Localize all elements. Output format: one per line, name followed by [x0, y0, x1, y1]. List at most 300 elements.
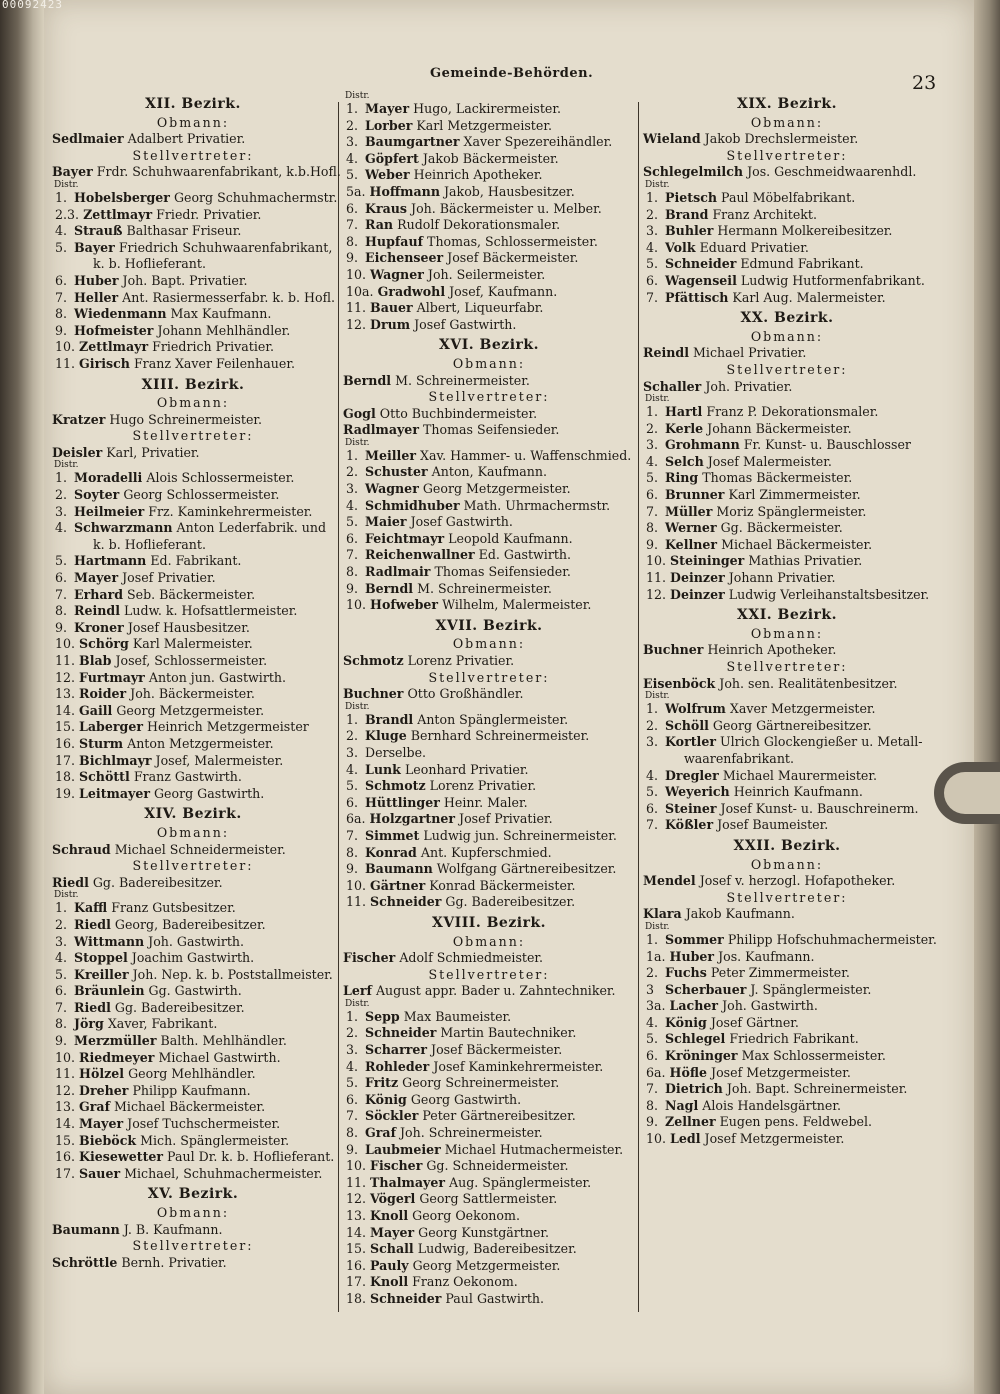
entry-number: 9. — [346, 1141, 359, 1157]
person-name: Sturm — [79, 735, 124, 751]
entry-number: 1. — [346, 447, 359, 463]
district-entry — [52, 306, 334, 323]
district-section — [643, 96, 931, 306]
stellvertreter-label: Stellvertreter: — [428, 389, 550, 405]
entry-number: 13. — [55, 686, 76, 702]
district-entry — [343, 448, 635, 465]
person-name: Kerle — [665, 420, 704, 436]
person-detail: Gg. Badereibesitzer. — [114, 999, 245, 1015]
person-detail: Josef, Malermeister. — [155, 752, 284, 768]
entry-number: 5. — [346, 778, 359, 794]
district-section — [343, 915, 635, 1308]
district-entry — [343, 1274, 635, 1291]
person-detail: Ludwig, Badereibesitzer. — [417, 1241, 577, 1257]
district-entry — [52, 553, 334, 570]
person-detail: Balthasar Friseur. — [126, 223, 242, 239]
person-name: Furtmayr — [79, 669, 145, 685]
entry-number: 9. — [346, 580, 359, 596]
district-entry — [343, 1125, 635, 1142]
entry-number: 10. — [346, 877, 367, 893]
district-entry — [52, 983, 334, 1000]
district-entry — [643, 1048, 931, 1065]
entry-number: 1a. — [646, 948, 666, 964]
person-detail: k. b. Hoflieferant. — [93, 256, 206, 272]
scan-id: 00092423 — [2, 0, 63, 11]
district-entry — [52, 736, 334, 753]
entry-number: 4. — [55, 520, 68, 536]
entry-number: 5. — [346, 1075, 359, 1091]
obmann-entry — [343, 653, 635, 670]
district-entry — [52, 719, 334, 736]
entry-number: 15. — [55, 1132, 76, 1148]
entry-number: 5. — [55, 553, 68, 569]
entry-number: 10. — [55, 636, 76, 652]
district-entry — [343, 481, 635, 498]
stellvertreter-label: Stellvertreter: — [132, 428, 254, 444]
entry-number: 1. — [346, 101, 359, 116]
person-detail: J. B. Kaufmann. — [123, 1221, 223, 1237]
entry-number: 10. — [646, 1131, 667, 1147]
district-entry — [643, 965, 931, 982]
person-name: Scherbauer — [665, 981, 747, 997]
entry-number: 11. — [646, 570, 667, 586]
district-entry — [52, 470, 334, 487]
person-name: Schneider — [665, 256, 737, 272]
district-entry — [52, 339, 334, 356]
column-2 — [343, 92, 635, 1308]
person-name: Holzgartner — [369, 811, 456, 827]
district-entry — [52, 570, 334, 587]
stellvertreter-label: Stellvertreter: — [132, 147, 254, 163]
district-entry — [643, 256, 931, 273]
district-entry — [343, 745, 635, 762]
person-detail: Georg Gastwirth. — [153, 785, 265, 801]
person-detail: Friedrich Fabrikant. — [729, 1031, 859, 1047]
person-name: Sommer — [665, 931, 724, 947]
person-name: Huber — [669, 948, 715, 964]
district-entry — [643, 273, 931, 290]
person-detail: Max Baumeister. — [403, 1008, 512, 1024]
entry-number: 2. — [55, 487, 68, 503]
person-detail: Martin Bautechniker. — [440, 1025, 577, 1041]
person-detail: Josef Kunst- u. Bauschreinerm. — [720, 800, 919, 816]
person-detail: Josef Malermeister. — [707, 453, 832, 469]
person-detail: Josef, Schlossermeister. — [115, 653, 268, 668]
person-name: Grohmann — [665, 437, 740, 453]
person-detail: Heinrich Kaufmann. — [733, 784, 863, 800]
entry-number: 7. — [646, 503, 659, 519]
district-entry — [343, 250, 635, 267]
person-detail: Xav. Hammer- u. Waffenschmied. — [419, 447, 632, 463]
person-name: Schmotz — [365, 778, 426, 794]
column-3 — [643, 92, 937, 1148]
person-detail: Jakob Kaufmann. — [685, 906, 795, 922]
entry-number: 18. — [346, 1290, 367, 1306]
person-detail: Ant. Rasiermesserfabr. k. b. Hofl. — [122, 289, 336, 305]
district-entry — [343, 762, 635, 779]
district-entry — [343, 531, 635, 548]
person-name: Baumann — [52, 1221, 120, 1237]
entry-number: 12. — [646, 586, 667, 602]
person-detail: Gg. Badereibesitzer. — [92, 874, 223, 890]
person-detail: Frz. Kaminkehrermeister. — [148, 503, 313, 519]
person-name: Volk — [665, 239, 696, 255]
distr-label: Distr. — [345, 91, 370, 101]
person-name: Nagl — [665, 1097, 699, 1113]
person-detail: Josef Kaminkehrermeister. — [433, 1058, 604, 1074]
stellvertreter-entry — [643, 906, 931, 923]
person-name: Riedl — [74, 999, 111, 1015]
obmann-entry — [52, 842, 334, 859]
entry-number: 6. — [346, 1091, 359, 1107]
entry-number: 7. — [55, 586, 68, 602]
entry-number: 8. — [646, 1097, 659, 1113]
person-detail: Peter Gärtnereibesitzer. — [422, 1108, 576, 1124]
district-entry — [343, 300, 635, 317]
person-name: Mayer — [365, 101, 410, 116]
person-name: Brandl — [365, 711, 414, 727]
person-detail: Johann Mehlhändler. — [157, 322, 291, 338]
stellvertreter-entry — [643, 164, 931, 181]
person-detail: Hermann Molkereibesitzer. — [717, 223, 893, 239]
district-entry — [52, 636, 334, 653]
entry-number: 11. — [346, 300, 367, 316]
district-section — [52, 377, 334, 803]
person-detail: Michael Privatier. — [693, 345, 807, 361]
distr-label: Distr. — [54, 890, 79, 901]
person-name: Pauly — [370, 1257, 409, 1273]
district-title: XV. Bezirk. — [147, 1186, 239, 1203]
person-name: Radlmayer — [343, 422, 419, 438]
person-name: Wiedenmann — [74, 306, 167, 322]
person-name: Bayer — [52, 164, 93, 180]
person-name: Kraus — [365, 200, 408, 216]
person-name: Buhler — [665, 223, 714, 239]
district-entry — [343, 728, 635, 745]
person-detail: Josef Bäckermeister. — [447, 250, 579, 266]
entry-number: 10. — [346, 597, 367, 613]
person-detail: Adolf Schmiedmeister. — [399, 950, 544, 966]
person-detail: Albert, Liqueurfabr. — [416, 300, 544, 316]
person-name: Schröttle — [52, 1254, 118, 1270]
district-entry — [643, 801, 931, 818]
person-name: Vögerl — [370, 1191, 416, 1207]
district-entry — [343, 284, 635, 301]
district-title: XVI. Bezirk. — [439, 337, 539, 354]
entry-number: 2. — [646, 420, 659, 436]
person-name: Maier — [365, 514, 407, 530]
person-detail: Joh. Gastwirth. — [722, 998, 818, 1014]
person-name: Moradelli — [74, 470, 143, 486]
district-entry — [343, 118, 635, 135]
entry-number: 11. — [55, 653, 76, 668]
person-name: Leitmayer — [79, 785, 150, 801]
person-detail: Josef Hausbesitzer. — [127, 619, 250, 635]
person-detail: Josef Baumeister. — [717, 817, 829, 833]
person-name: Eisenböck — [643, 675, 716, 691]
person-detail: Frdr. Schuhwaarenfabrikant, k.b.Hofl. — [96, 164, 341, 180]
entry-number: 7. — [346, 217, 359, 233]
district-entry — [343, 1291, 635, 1308]
entry-number: 10. — [55, 1049, 76, 1065]
person-name: König — [365, 1091, 407, 1107]
obmann-label: Obmann: — [452, 636, 526, 652]
district-entry — [52, 587, 334, 604]
person-name: Graf — [79, 1099, 111, 1115]
entry-number: 3. — [346, 481, 359, 497]
person-name: Huber — [74, 272, 119, 288]
entry-number: 13. — [55, 1099, 76, 1115]
district-entry — [643, 751, 931, 768]
entry-number: 9. — [646, 536, 659, 552]
stellvertreter-entry — [643, 676, 931, 693]
person-name: Heller — [74, 289, 119, 305]
district-entry — [643, 1081, 931, 1098]
entry-number: 7. — [346, 1108, 359, 1124]
person-detail: Joh. Bäckermeister. — [130, 686, 255, 702]
person-name: Gradwohl — [377, 283, 446, 299]
person-name: Weyerich — [665, 784, 730, 800]
district-entry — [643, 223, 931, 240]
person-detail: Xaver Spezereihändler. — [463, 134, 613, 150]
person-name: Berndl — [343, 372, 392, 388]
person-detail: Georg Gastwirth. — [410, 1091, 522, 1107]
entry-number: 5. — [646, 784, 659, 800]
district-entry — [52, 487, 334, 504]
entry-number: 5. — [646, 256, 659, 272]
district-entry — [643, 1065, 931, 1082]
person-name: Fischer — [343, 950, 396, 966]
person-name: Sauer — [79, 1165, 121, 1181]
district-section — [343, 618, 635, 911]
person-name: Schöll — [665, 717, 709, 733]
person-detail: Leopold Kaufmann. — [448, 530, 573, 546]
entry-number: 2. — [646, 717, 659, 733]
person-name: Hölzel — [79, 1066, 125, 1082]
person-detail: Jos. Geschmeidwaarenhdl. — [747, 164, 917, 180]
page-edge — [974, 0, 1000, 1394]
person-detail: Wilhelm, Malermeister. — [442, 597, 592, 613]
person-name: Söckler — [365, 1108, 419, 1124]
person-detail: Gg. Schneidermeister. — [426, 1158, 569, 1174]
person-detail: Karl Zimmermeister. — [728, 487, 861, 503]
entry-number: 10. — [55, 339, 76, 355]
district-entry — [643, 454, 931, 471]
person-name: Schmotz — [343, 653, 404, 668]
entry-number: 5. — [55, 966, 68, 982]
person-name: Kroner — [74, 619, 124, 635]
district-entry — [52, 603, 334, 620]
district-entry — [643, 553, 931, 570]
district-entry — [52, 1149, 334, 1166]
person-name: Lacher — [669, 998, 719, 1014]
district-entry — [343, 564, 635, 581]
district-entry — [52, 1166, 334, 1183]
person-detail: Josef Bäckermeister. — [431, 1042, 563, 1058]
book-spine — [0, 0, 44, 1394]
entry-number: 6. — [646, 272, 659, 288]
person-name: Graf — [365, 1125, 396, 1141]
entry-number: 9. — [346, 861, 359, 877]
entry-number: 1. — [55, 900, 68, 916]
person-detail: Anton Lederfabrik. und — [176, 520, 327, 536]
district-entry — [52, 273, 334, 290]
entry-number: 4. — [346, 1058, 359, 1074]
district-section — [643, 837, 937, 1148]
stellvertreter-entry — [643, 379, 931, 396]
entry-number: 1. — [646, 189, 659, 205]
person-detail: August appr. Bader u. Zahntechniker. — [375, 983, 616, 999]
obmann-label: Obmann: — [750, 856, 824, 872]
person-detail: Paul Dr. k. b. Hoflieferant. — [167, 1149, 335, 1165]
entry-number: 10. — [646, 553, 667, 569]
district-entry — [343, 861, 635, 878]
entry-number: 4. — [55, 950, 68, 966]
entry-number: 7. — [346, 827, 359, 843]
entry-number: 5. — [646, 1031, 659, 1047]
person-detail: Karl, Privatier. — [106, 444, 200, 460]
entry-number: 17. — [346, 1274, 367, 1290]
entry-number: 4. — [646, 453, 659, 469]
person-name: Kößler — [665, 817, 714, 833]
person-detail: Friedrich Privatier. — [152, 339, 274, 355]
person-detail: Ulrich Glockengießer u. Metall- — [719, 734, 923, 750]
entry-number: 7. — [646, 817, 659, 833]
person-name: Simmet — [365, 827, 420, 843]
person-detail: Gg. Bäckermeister. — [720, 520, 843, 536]
person-detail: Michael Maurermeister. — [722, 767, 877, 783]
entry-number: 4. — [55, 223, 68, 239]
district-entry — [343, 878, 635, 895]
entry-number: 17. — [55, 1165, 76, 1181]
district-entry — [343, 101, 635, 118]
stellvertreter-entry — [343, 983, 635, 1000]
district-entry — [343, 134, 635, 151]
person-name: Schmidhuber — [365, 497, 460, 513]
person-name: Lerf — [343, 983, 372, 999]
district-entry — [52, 1050, 334, 1067]
district-entry — [52, 686, 334, 703]
person-detail: J. Spänglermeister. — [750, 981, 872, 997]
thumb-index-tab — [934, 762, 1000, 824]
district-entry — [52, 537, 334, 554]
district-entry — [643, 437, 931, 454]
person-detail: Josef v. herzogl. Hofapotheker. — [699, 873, 896, 889]
entry-number: 8. — [55, 1016, 68, 1032]
entry-number: 1. — [346, 711, 359, 727]
entry-number: 1. — [346, 1008, 359, 1024]
person-name: Wolfrum — [665, 701, 726, 717]
district-entry — [343, 1108, 635, 1125]
district-entry — [643, 207, 931, 224]
district-entry — [643, 1015, 931, 1032]
district-title: XIV. Bezirk. — [144, 806, 242, 823]
entry-number: 12. — [346, 1191, 367, 1207]
entry-number: 6. — [55, 272, 68, 288]
person-name: Bayer — [74, 239, 115, 255]
district-entry — [343, 1258, 635, 1275]
entry-number: 2. — [346, 1025, 359, 1041]
person-name: Wittmann — [74, 933, 145, 949]
person-detail: k. b. Hoflieferant. — [93, 536, 206, 552]
district-entry — [52, 290, 334, 307]
page-number: 23 — [912, 72, 937, 94]
person-detail: Paul Möbelfabrikant. — [721, 189, 856, 205]
obmann-label: Obmann: — [750, 114, 824, 130]
person-detail: Derselbe. — [365, 744, 427, 760]
district-entry — [643, 1114, 931, 1131]
person-name: Merzmüller — [74, 1033, 157, 1049]
district-section — [643, 310, 931, 603]
entry-number: 1. — [55, 189, 68, 205]
person-detail: Johann Bäckermeister. — [707, 420, 852, 436]
entry-number: 3. — [346, 134, 359, 150]
district-entry — [52, 256, 334, 273]
person-detail: Eduard Privatier. — [699, 239, 809, 255]
person-detail: Joh. Gastwirth. — [148, 933, 245, 949]
district-entry — [52, 1133, 334, 1150]
distr-label: Distr. — [345, 437, 370, 448]
person-name: Wagenseil — [665, 272, 737, 288]
entry-number: 7. — [55, 999, 68, 1015]
entry-number: 9. — [646, 1114, 659, 1130]
entry-number: 5a. — [346, 183, 366, 199]
person-name: Hofweber — [370, 597, 439, 613]
person-name: Kröninger — [665, 1048, 738, 1064]
district-entry — [52, 703, 334, 720]
district-entry — [643, 470, 931, 487]
entry-number: 16. — [346, 1257, 367, 1273]
entry-number: 8. — [346, 844, 359, 860]
person-name: Thalmayer — [370, 1174, 445, 1190]
entry-number: 10. — [346, 1158, 367, 1174]
district-entry — [343, 547, 635, 564]
entry-number: 7. — [346, 547, 359, 563]
district-entry — [343, 1225, 635, 1242]
distr-label: Distr. — [345, 998, 370, 1009]
obmann-label: Obmann: — [452, 933, 526, 949]
person-name: Rohleder — [365, 1058, 430, 1074]
person-name: Pietsch — [665, 189, 718, 205]
entry-number: 1. — [646, 701, 659, 717]
district-entry — [343, 1158, 635, 1175]
person-name: Buchner — [643, 642, 704, 658]
person-detail: Ludwig Hutformenfabrikant. — [740, 272, 925, 288]
person-detail: Hugo Schreinermeister. — [109, 411, 263, 427]
person-detail: Franz Gutsbesitzer. — [111, 900, 236, 916]
district-entry — [643, 537, 931, 554]
person-detail: Gg. Gastwirth. — [148, 983, 242, 999]
person-name: Schlegel — [665, 1031, 726, 1047]
person-name: Deinzer — [670, 570, 725, 586]
entry-number: 10a. — [346, 283, 374, 299]
person-detail: waarenfabrikant. — [684, 750, 794, 766]
person-name: Roider — [79, 686, 127, 702]
person-name: Sedlmaier — [52, 131, 124, 147]
person-detail: Franz Architekt. — [712, 206, 817, 222]
person-detail: Karl Aug. Malermeister. — [732, 289, 886, 305]
person-name: Deisler — [52, 444, 103, 460]
person-name: Bichlmayr — [79, 752, 152, 768]
district-entry — [343, 1092, 635, 1109]
person-detail: Joachim Gastwirth. — [131, 950, 255, 966]
district-entry — [643, 570, 931, 587]
district-entry — [643, 520, 931, 537]
entry-number: 6. — [346, 794, 359, 810]
district-entry — [52, 323, 334, 340]
person-name: Eichenseer — [365, 250, 444, 266]
person-name: Hupfauf — [365, 233, 424, 249]
